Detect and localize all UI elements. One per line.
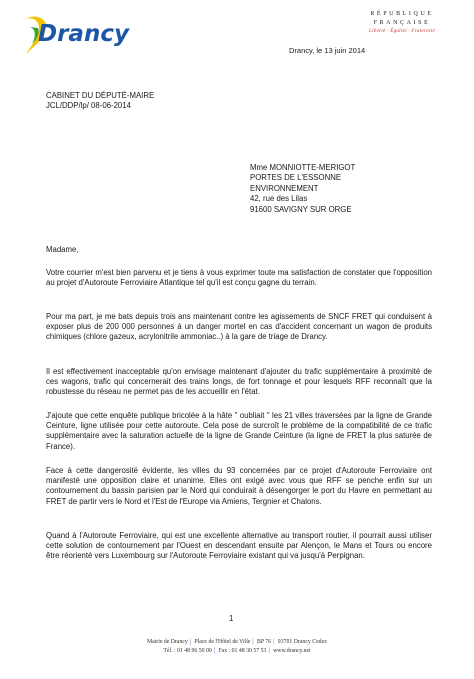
recipient-name: Mme MONNIOTTE-MERIGOT: [250, 163, 356, 172]
republique-line: RÉPUBLIQUE: [370, 11, 434, 17]
sender-reference: JCL/DDP/lp/ 08-06-2014: [46, 101, 131, 111]
recipient-address: [250, 163, 355, 215]
recipient-org: PORTES DE L'ESSONNE: [250, 173, 342, 183]
footer-fax: Fax : 01 48 30 57 53: [218, 648, 267, 654]
body-paragraph: Votre courrier m'est bien parvenu et je tiens à vous exprimer toute ma satisfaction de constater que l'opposition au projet d'Autoroute Ferroviaire Atlantique tel qu'il est conçu gagne du terrain.: [46, 268, 432, 288]
footer-mairie: Mairie de Drancy: [146, 639, 188, 645]
footer-place: Place de l'Hôtel de Ville: [194, 639, 251, 645]
letter-date: Drancy, le 13 juin 2014: [289, 46, 366, 55]
page-number: 1: [229, 614, 234, 623]
body-paragraph: Quand à l'Autoroute Ferroviaire, qui est une excellente alternative au transport routier, il pourrait aussi utiliser cette solution de contournement par l'Ouest en descendant ensuite par Alençon, le Mans et Tours ou encore être réorienté vers Luxembourg sur l'Autoroute Ferroviaire existant qui va jusqu'à Perpignan.: [46, 531, 432, 561]
letter-footer: [0, 638, 474, 656]
republique-francaise-mark: [342, 10, 462, 36]
body-paragraph: Il est effectivement inacceptable qu'on envisage maintenant d'ajouter du trafic supplémentaire à proximité de ces wagons, trafic qui concernerait des trains longs, de fort tonnage et pour lesquels RFF reconnaît que la robustesse du réseau ne permet pas de les accueillir en l'état.: [46, 367, 432, 397]
footer-contact-line: Tél. : 01 48 96 50 00 | Fax : 01 48 30 57 53 | www.drancy.net: [163, 648, 311, 654]
recipient-org-2: ENVIRONNEMENT: [250, 183, 319, 193]
drancy-logo: [22, 10, 132, 56]
footer-phone: Tél. : 01 48 96 50 00: [163, 648, 212, 654]
recipient-street: 42, rue des Lilas: [250, 194, 308, 204]
footer-cedex: 93701 Drancy Cedex: [277, 639, 328, 645]
logo-text: Drancy: [38, 21, 129, 47]
sender-line: CABINET DU DÉPUTÉ-MAIRE: [46, 91, 155, 100]
body-paragraph: Pour ma part, je me bats depuis trois ans maintenant contre les agissements de SNCF FRET qui conduisent à exposer plus de 200 000 personnes à un danger mortel en cas d'accident concernant un wagon de produits chimiques (chlore gazeux, acrylonitrile ammoniac..) à la gare de triage de Drancy.: [46, 312, 432, 342]
footer-website: www.drancy.net: [273, 648, 311, 654]
footer-bp: BP 76: [257, 639, 272, 645]
body-paragraph: J'ajoute que cette enquête publique bricolée à la hâte " oubliait " les 21 villes traversées par la ligne de Grande Ceinture, ligne utilisée pour cette autoroute. Cela pose de surcroît le problème de la compatibilité de ce trafic supplémentaire avec la saturation actuelle de la ligne de Grande Ceinture (la ligne de FRET la plus saturée de France).: [46, 411, 432, 451]
francaise-line: FRANÇAISE: [373, 20, 431, 26]
drancy-logo-mark: [22, 10, 132, 56]
republique-motto: Liberté · Égalité · Fraternité: [369, 29, 435, 34]
salutation: Madame,: [46, 245, 79, 254]
footer-address-line: Mairie de Drancy | Place de l'Hôtel de Ville | BP 76 | 93701 Drancy Cedex: [146, 639, 328, 645]
recipient-city: 91600 SAVIGNY SUR ORGE: [250, 204, 352, 214]
body-paragraph: Face à cette dangerosité évidente, les villes du 93 concernées par ce projet d'Autoroute Ferroviaire ont manifesté une opposition claire et unanime. Elles ont exigé avec vous que RFF se penche enfin sur un contournement du bassin parisien par le Nord qui conduirait à désengorger le port du Havre en permettant au FRET de partir vers le Nord et l'Est de l'Europe via Amiens, Tergnier et Chalons.: [46, 466, 432, 506]
sender-block: [46, 91, 154, 112]
